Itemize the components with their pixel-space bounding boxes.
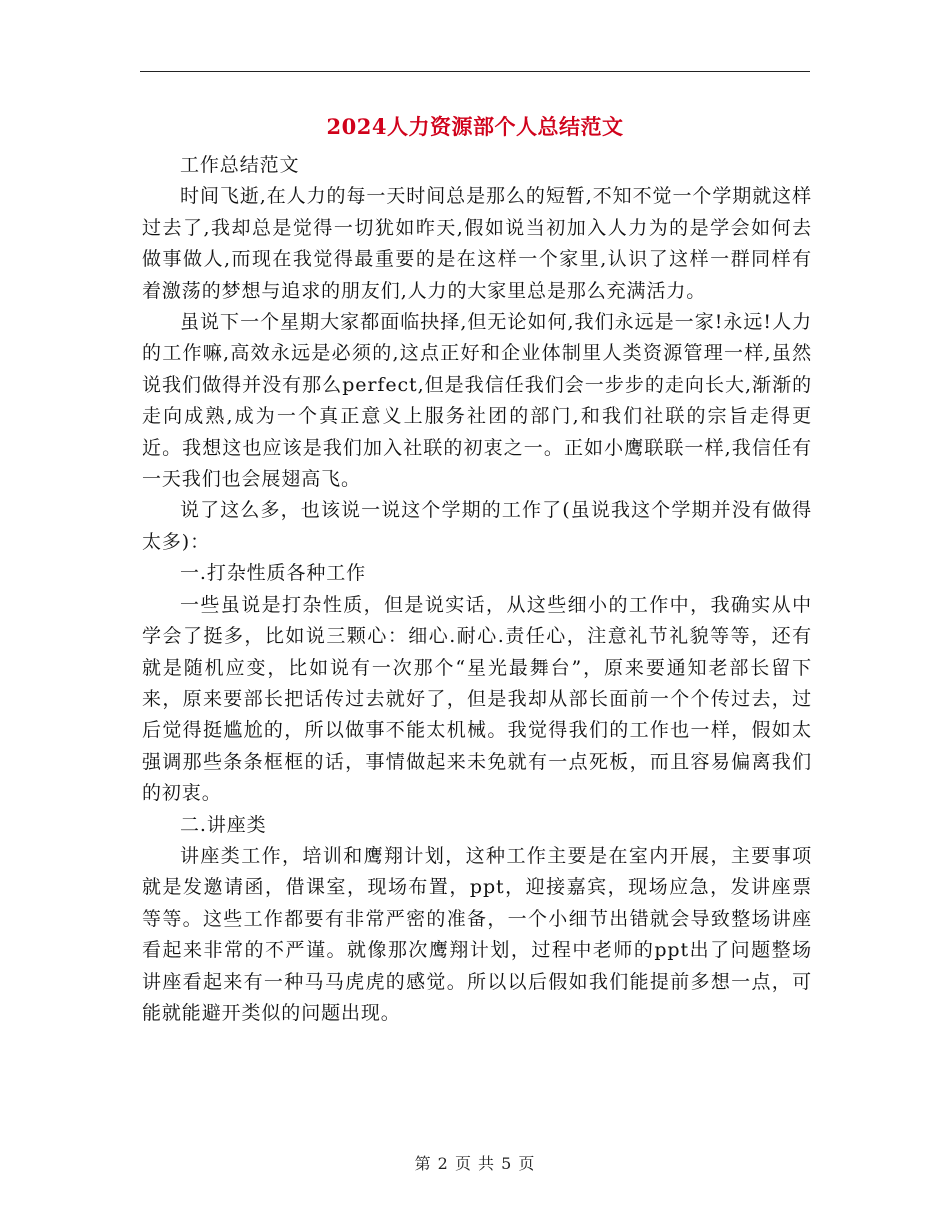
paragraph-work-lead: 说了这么多，也该说一说这个学期的工作了(虽说我这个学期并没有做得太多)： [142,499,812,553]
paragraph-subtitle: 工作总结范文 [180,154,300,176]
page-number: 第 2 页 共 5 页 [414,1154,536,1173]
paragraph-misc-work: 一些虽说是打杂性质，但是说实话，从这些细小的工作中，我确实从中学会了挺多，比如说三颗心：细心.耐心.责任心，注意礼节礼貌等等，还有就是随机应变，比如说有一次那个“星光最舞台”，原来要通知老部长留下来，原来要部长把话传过去就好了，但是我却从部长面前一个个传过去，过后觉得挺尴尬的，所以做事不能太机械。我觉得我们的工作也一样，假如太强调那些条条框框的话，事情做起来未免就有一点死板，而且容易偏离我们的初衷。 [142,593,812,805]
section-heading-lectures: 二.讲座类 [180,813,267,836]
section-heading-misc-work: 一.打杂性质各种工作 [180,562,367,585]
document-title: 2024人力资源部个人总结范文 [326,114,624,139]
paragraph-intro: 时间飞逝,在人力的每一天时间总是那么的短暂,不知不觉一个学期就这样过去了,我却总是觉得一切犹如昨天,假如说当初加入人力为的是学会如何去做事做人,而现在我觉得最重要的是在这样一个家里,认识了这样一群同样有着激荡的梦想与追求的朋友们,人力的大家里总是那么充满活力。 [142,185,812,302]
header-rule [140,71,810,72]
paragraph-future: 虽说下一个星期大家都面临抉择,但无论如何,我们永远是一家!永远!人力的工作嘛,高效永远是必须的,这点正好和企业体制里人类资源管理一样,虽然说我们做得并没有那么perfect,但是我信任我们会一步步的走向长大,渐渐的走向成熟,成为一个真正意义上服务社团的部门,和我们社联的宗旨走得更近。我想这也应该是我们加入社联的初衷之一。正如小鹰联联一样,我信任有一天我们也会展翅高飞。 [142,311,812,491]
document-body [142,150,812,1029]
paragraph-lectures: 讲座类工作，培训和鹰翔计划，这种工作主要是在室内开展，主要事项就是发邀请函，借课室，现场布置，ppt，迎接嘉宾，现场应急，发讲座票等等。这些工作都要有非常严密的准备，一个小细节出错就会导致整场讲座看起来非常的不严谨。就像那次鹰翔计划，过程中老师的ppt出了问题整场讲座看起来有一种马马虎虎的感觉。所以以后假如我们能提前多想一点，可能就能避开类似的问题出现。 [142,844,812,1024]
